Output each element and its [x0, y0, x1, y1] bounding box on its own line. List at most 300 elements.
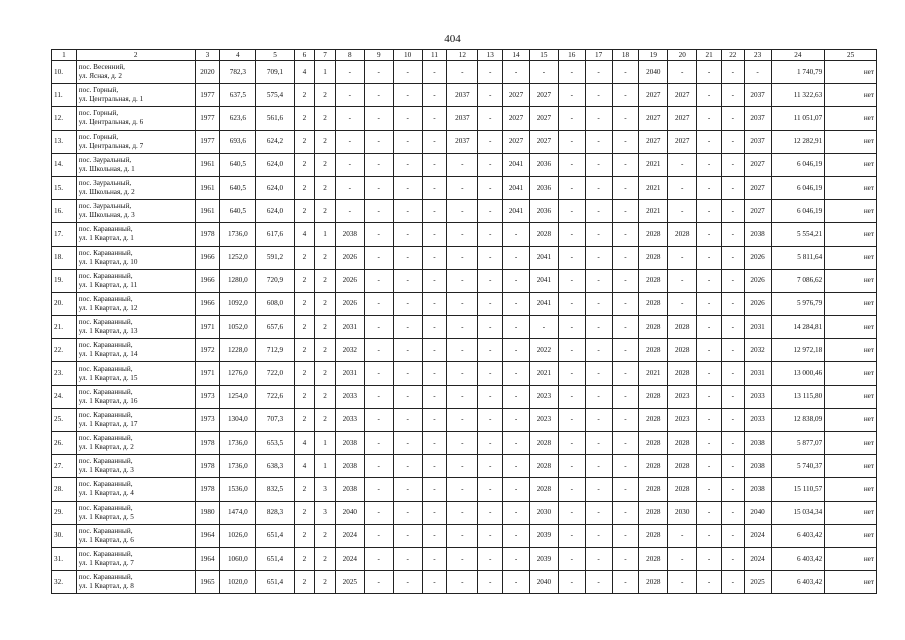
table-cell: -	[697, 362, 722, 385]
table-row	[52, 478, 877, 501]
table-cell: -	[447, 200, 478, 223]
table-cell: 2033	[335, 385, 364, 408]
table-cell: 2031	[335, 362, 364, 385]
settlement-name: пос. Караванный,	[78, 480, 133, 489]
table-cell: 2028	[639, 571, 668, 594]
table-cell: -	[744, 61, 771, 84]
table-cell: 2027	[503, 84, 530, 107]
table-cell: 2031	[335, 316, 364, 339]
table-cell: 2028	[639, 524, 668, 547]
table-cell: 782,3	[220, 61, 256, 84]
table-cell: 2038	[744, 223, 771, 246]
table-cell: -	[612, 292, 639, 315]
table-cell: -	[612, 107, 639, 130]
table-cell: -	[585, 432, 612, 455]
table-cell: -	[393, 292, 422, 315]
address-cell	[76, 547, 195, 570]
table-cell: 2	[294, 200, 315, 223]
address-cell	[76, 339, 195, 362]
table-cell: -	[697, 385, 722, 408]
table-cell: -	[393, 501, 422, 524]
table-cell: -	[585, 571, 612, 594]
table-cell: 2	[315, 176, 336, 199]
row-number-cell: 24.	[52, 385, 77, 408]
table-cell: -	[558, 153, 585, 176]
table-cell: 2031	[744, 316, 771, 339]
status-cell: нет	[825, 501, 877, 524]
cost-cell: 6 403,42	[771, 524, 825, 547]
table-cell: 2	[294, 339, 315, 362]
table-cell: 2028	[639, 408, 668, 431]
table-cell: -	[721, 408, 744, 431]
table-cell: -	[503, 408, 530, 431]
table-cell: -	[585, 246, 612, 269]
status-cell: нет	[825, 385, 877, 408]
table-cell: -	[612, 408, 639, 431]
cost-cell: 12 838,09	[771, 408, 825, 431]
table-cell: 2036	[529, 200, 558, 223]
table-cell: -	[364, 84, 393, 107]
status-cell: нет	[825, 478, 877, 501]
table-row	[52, 432, 877, 455]
table-cell: -	[697, 408, 722, 431]
table-cell: -	[393, 200, 422, 223]
table-cell: -	[612, 339, 639, 362]
table-cell: 1966	[195, 269, 220, 292]
address-cell	[76, 292, 195, 315]
table-cell: 1972	[195, 339, 220, 362]
table-row	[52, 571, 877, 594]
table-cell: -	[668, 292, 697, 315]
table-cell: 1020,0	[220, 571, 256, 594]
table-cell: -	[422, 223, 447, 246]
table-cell: -	[422, 316, 447, 339]
table-cell: -	[393, 362, 422, 385]
table-cell: 2038	[335, 432, 364, 455]
table-cell: 1973	[195, 408, 220, 431]
table-cell: -	[503, 432, 530, 455]
table-cell: -	[668, 153, 697, 176]
column-header-21: 21	[697, 50, 722, 61]
table-cell: 2032	[744, 339, 771, 362]
street-address: ул. 1 Квартал, д. 14	[78, 350, 138, 359]
table-cell: -	[364, 501, 393, 524]
table-cell: 2	[294, 84, 315, 107]
address-cell	[76, 501, 195, 524]
table-cell: -	[721, 478, 744, 501]
table-cell: -	[697, 61, 722, 84]
table-cell: 2	[315, 84, 336, 107]
table-cell: -	[393, 61, 422, 84]
table-row	[52, 269, 877, 292]
table-cell: 637,5	[220, 84, 256, 107]
table-cell: 720,9	[256, 269, 294, 292]
table-cell: -	[585, 292, 612, 315]
table-cell: 2	[294, 107, 315, 130]
column-header-23: 23	[744, 50, 771, 61]
status-cell: нет	[825, 292, 877, 315]
table-cell: -	[478, 107, 503, 130]
settlement-name: пос. Караванный,	[78, 573, 133, 582]
address-cell	[76, 61, 195, 84]
table-cell: -	[697, 292, 722, 315]
table-cell: 2038	[335, 478, 364, 501]
table-cell: -	[422, 524, 447, 547]
table-cell: -	[364, 339, 393, 362]
table-cell: -	[612, 547, 639, 570]
table-cell: 2027	[639, 130, 668, 153]
table-cell: 2028	[668, 432, 697, 455]
table-cell: -	[422, 269, 447, 292]
table-cell: -	[422, 547, 447, 570]
table-cell: -	[447, 501, 478, 524]
table-cell: 561,6	[256, 107, 294, 130]
table-cell: 2030	[668, 501, 697, 524]
cost-cell: 5 740,37	[771, 455, 825, 478]
table-cell: 2021	[639, 200, 668, 223]
table-cell: -	[612, 223, 639, 246]
table-cell: 709,1	[256, 61, 294, 84]
table-cell: 2039	[529, 524, 558, 547]
table-cell: 2028	[639, 292, 668, 315]
table-cell: 2031	[744, 362, 771, 385]
table-cell: 2027	[744, 176, 771, 199]
table-cell: -	[697, 571, 722, 594]
table-cell: -	[558, 524, 585, 547]
status-cell: нет	[825, 571, 877, 594]
table-cell: 1736,0	[220, 223, 256, 246]
settlement-name: пос. Караванный,	[78, 387, 133, 396]
table-cell: -	[364, 432, 393, 455]
table-cell: -	[364, 269, 393, 292]
table-cell: -	[422, 130, 447, 153]
table-cell: 722,6	[256, 385, 294, 408]
table-cell: 2	[294, 501, 315, 524]
cost-cell: 11 322,63	[771, 84, 825, 107]
table-cell: 1961	[195, 153, 220, 176]
table-cell: 2037	[447, 107, 478, 130]
table-cell: 2023	[529, 408, 558, 431]
table-cell: 2040	[529, 571, 558, 594]
settlement-name: пос. Горный,	[78, 132, 119, 141]
table-cell: -	[697, 316, 722, 339]
table-cell: -	[558, 292, 585, 315]
table-cell: -	[503, 339, 530, 362]
table-cell: -	[364, 571, 393, 594]
table-cell: 2028	[668, 339, 697, 362]
column-header-17: 17	[585, 50, 612, 61]
table-cell: -	[335, 200, 364, 223]
table-cell: -	[585, 385, 612, 408]
table-cell: 2028	[639, 432, 668, 455]
street-address: ул. Школьная, д. 2	[78, 188, 135, 197]
table-cell: 4	[294, 455, 315, 478]
street-address: ул. 1 Квартал, д. 5	[78, 512, 134, 521]
table-cell: -	[697, 501, 722, 524]
housing-repair-table	[51, 49, 877, 594]
table-cell: 2028	[668, 362, 697, 385]
table-cell: 2	[294, 153, 315, 176]
table-cell: 653,5	[256, 432, 294, 455]
table-cell: -	[585, 362, 612, 385]
settlement-name: пос. Зауральный,	[78, 179, 132, 188]
table-cell: 1980	[195, 501, 220, 524]
address-cell	[76, 524, 195, 547]
status-cell: нет	[825, 362, 877, 385]
table-cell: -	[697, 524, 722, 547]
street-address: ул. Школьная, д. 3	[78, 211, 135, 220]
settlement-name: пос. Караванный,	[78, 550, 133, 559]
column-header-5: 5	[256, 50, 294, 61]
table-cell: -	[478, 385, 503, 408]
table-cell: -	[422, 84, 447, 107]
street-address: ул. Центральная, д. 7	[78, 141, 144, 150]
table-cell: 2026	[335, 246, 364, 269]
cost-cell: 5 554,21	[771, 223, 825, 246]
table-cell: -	[422, 200, 447, 223]
table-cell: 712,9	[256, 339, 294, 362]
column-header-24: 24	[771, 50, 825, 61]
row-number-cell: 15.	[52, 176, 77, 199]
cost-cell: 1 740,79	[771, 61, 825, 84]
column-header-3: 3	[195, 50, 220, 61]
table-cell: 2023	[529, 385, 558, 408]
table-cell: 1026,0	[220, 524, 256, 547]
table-cell: -	[585, 524, 612, 547]
table-cell: -	[612, 200, 639, 223]
table-cell: -	[393, 246, 422, 269]
column-header-25: 25	[825, 50, 877, 61]
table-cell: 2028	[639, 501, 668, 524]
table-cell: 2041	[529, 269, 558, 292]
table-row	[52, 130, 877, 153]
cost-cell: 11 051,07	[771, 107, 825, 130]
cost-cell: 6 046,19	[771, 153, 825, 176]
street-address: ул. 1 Квартал, д. 15	[78, 373, 138, 382]
table-cell: -	[612, 501, 639, 524]
table-cell: 2041	[503, 200, 530, 223]
table-cell: -	[447, 269, 478, 292]
status-cell: нет	[825, 316, 877, 339]
table-row	[52, 547, 877, 570]
table-cell: -	[668, 547, 697, 570]
settlement-name: пос. Караванный,	[78, 271, 133, 280]
table-cell: 1228,0	[220, 339, 256, 362]
column-header-8: 8	[335, 50, 364, 61]
table-cell: -	[585, 501, 612, 524]
street-address: ул. 1 Квартал, д. 13	[78, 327, 138, 336]
table-cell: -	[364, 223, 393, 246]
table-row	[52, 84, 877, 107]
table-cell: 1	[315, 223, 336, 246]
settlement-name: пос. Караванный,	[78, 225, 133, 234]
table-cell: 2024	[744, 547, 771, 570]
table-cell: 2024	[335, 524, 364, 547]
table-cell: -	[364, 246, 393, 269]
table-cell: -	[721, 153, 744, 176]
settlement-name: пос. Караванный,	[78, 318, 133, 327]
table-cell: 2	[315, 524, 336, 547]
address-cell	[76, 432, 195, 455]
status-cell: нет	[825, 455, 877, 478]
column-number-header-row	[52, 50, 877, 61]
address-cell	[76, 385, 195, 408]
table-cell: -	[364, 362, 393, 385]
table-cell: -	[422, 478, 447, 501]
table-cell: -	[585, 61, 612, 84]
table-cell: -	[558, 130, 585, 153]
table-cell: 2	[315, 153, 336, 176]
table-cell: 2	[294, 176, 315, 199]
table-cell: -	[558, 408, 585, 431]
settlement-name: пос. Горный,	[78, 109, 119, 118]
table-cell: 1977	[195, 84, 220, 107]
table-cell: 2026	[335, 269, 364, 292]
table-row	[52, 107, 877, 130]
table-cell: -	[585, 455, 612, 478]
table-cell: -	[422, 408, 447, 431]
table-cell: -	[478, 478, 503, 501]
table-cell: 1961	[195, 176, 220, 199]
row-number-cell: 23.	[52, 362, 77, 385]
table-cell: -	[422, 292, 447, 315]
table-cell: -	[558, 478, 585, 501]
table-cell: -	[612, 432, 639, 455]
table-cell: -	[721, 501, 744, 524]
table-cell: -	[721, 547, 744, 570]
table-cell: -	[393, 547, 422, 570]
table-cell: 2028	[529, 455, 558, 478]
settlement-name: пос. Зауральный,	[78, 202, 132, 211]
table-cell: 2	[315, 385, 336, 408]
table-cell: 2038	[744, 478, 771, 501]
table-row	[52, 292, 877, 315]
table-cell: 2037	[744, 84, 771, 107]
table-cell: 651,4	[256, 524, 294, 547]
table-row	[52, 316, 877, 339]
settlement-name: пос. Караванный,	[78, 248, 133, 257]
table-cell: -	[558, 547, 585, 570]
table-cell: -	[721, 316, 744, 339]
table-cell: -	[697, 269, 722, 292]
table-cell: -	[422, 339, 447, 362]
cost-cell: 12 282,91	[771, 130, 825, 153]
column-header-10: 10	[393, 50, 422, 61]
status-cell: нет	[825, 130, 877, 153]
table-cell: -	[422, 107, 447, 130]
table-cell: -	[697, 455, 722, 478]
table-cell: -	[612, 524, 639, 547]
table-cell: -	[422, 432, 447, 455]
row-number-cell: 14.	[52, 153, 77, 176]
table-cell: -	[478, 223, 503, 246]
column-header-2: 2	[76, 50, 195, 61]
table-cell: 2033	[335, 408, 364, 431]
table-cell: 2040	[639, 61, 668, 84]
table-cell: -	[612, 571, 639, 594]
table-cell: -	[503, 478, 530, 501]
table-cell: 832,5	[256, 478, 294, 501]
table-cell: -	[364, 61, 393, 84]
row-number-cell: 12.	[52, 107, 77, 130]
table-cell: -	[478, 455, 503, 478]
table-row	[52, 524, 877, 547]
table-cell: 2028	[639, 223, 668, 246]
settlement-name: пос. Караванный,	[78, 341, 133, 350]
cost-cell: 12 972,18	[771, 339, 825, 362]
cost-cell: 5 811,64	[771, 246, 825, 269]
table-cell: -	[478, 432, 503, 455]
table-cell: -	[558, 269, 585, 292]
table-cell: -	[364, 200, 393, 223]
table-cell: 2022	[529, 339, 558, 362]
table-cell: -	[447, 61, 478, 84]
cost-cell: 5 877,07	[771, 432, 825, 455]
table-row	[52, 362, 877, 385]
table-cell: 2038	[744, 432, 771, 455]
table-cell: 2041	[503, 176, 530, 199]
table-cell: -	[529, 61, 558, 84]
table-cell: 3	[315, 478, 336, 501]
table-cell: -	[478, 84, 503, 107]
table-cell: 2	[315, 130, 336, 153]
table-row	[52, 455, 877, 478]
table-cell: -	[558, 385, 585, 408]
row-number-cell: 16.	[52, 200, 77, 223]
table-cell: 2028	[668, 316, 697, 339]
table-cell: -	[422, 571, 447, 594]
column-header-13: 13	[478, 50, 503, 61]
table-cell: -	[697, 176, 722, 199]
table-cell: 623,6	[220, 107, 256, 130]
cost-cell: 6 046,19	[771, 176, 825, 199]
cost-cell: 15 034,34	[771, 501, 825, 524]
table-cell: 2027	[744, 200, 771, 223]
table-cell: -	[335, 84, 364, 107]
table-cell: -	[478, 524, 503, 547]
table-cell: -	[335, 153, 364, 176]
table-cell: 651,4	[256, 547, 294, 570]
table-cell: -	[478, 61, 503, 84]
table-cell: -	[364, 478, 393, 501]
table-cell: -	[447, 432, 478, 455]
row-number-cell: 30.	[52, 524, 77, 547]
table-cell: 4	[294, 432, 315, 455]
table-cell: 2	[294, 478, 315, 501]
table-body	[52, 61, 877, 594]
table-cell: 2028	[639, 455, 668, 478]
column-header-7: 7	[315, 50, 336, 61]
table-cell: -	[422, 362, 447, 385]
table-cell: -	[697, 84, 722, 107]
table-cell: 1252,0	[220, 246, 256, 269]
table-cell: -	[478, 153, 503, 176]
row-number-cell: 17.	[52, 223, 77, 246]
table-cell: -	[478, 571, 503, 594]
status-cell: нет	[825, 408, 877, 431]
address-cell	[76, 246, 195, 269]
table-cell: 1276,0	[220, 362, 256, 385]
table-cell: -	[721, 292, 744, 315]
street-address: ул. Центральная, д. 6	[78, 118, 144, 127]
cost-cell: 13 115,80	[771, 385, 825, 408]
table-cell: 1961	[195, 200, 220, 223]
table-cell: -	[393, 455, 422, 478]
table-cell: -	[612, 176, 639, 199]
table-cell: -	[697, 130, 722, 153]
table-cell: 2024	[335, 547, 364, 570]
table-cell: 1304,0	[220, 408, 256, 431]
